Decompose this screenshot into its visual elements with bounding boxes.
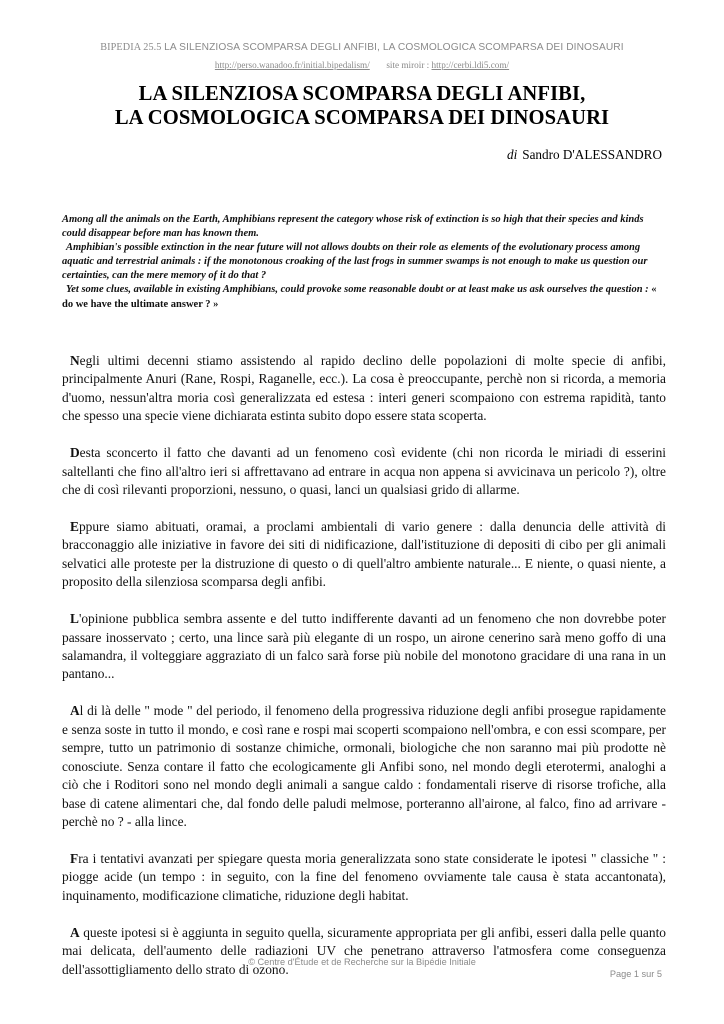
paragraph-text: egli ultimi decenni stiamo assistendo al rapido declino delle popolazioni di molte specie di anfibi, principalmente Anuri (Rane, Rospi, Raganelle, ecc.). La cosa è preoccupante, perchè non si ricorda, a memoria d'uomo, nessun'altra moria così generalizzata ed estesa : interi generi scompaiono con estrema rapidità, tanto che spesso una specie viene dichiarata estinta subito dopo essere stata scoperta. xyxy=(62,353,666,424)
mirror-label: site miroir : xyxy=(386,60,430,70)
body-paragraph xyxy=(62,352,666,426)
abstract-paragraph-3 xyxy=(62,283,666,311)
footer-copyright: © Centre d'Étude et de Recherche sur la Bipédie Initiale xyxy=(248,957,476,967)
body-paragraph xyxy=(62,518,666,592)
journal-issue: BIPEDIA 25.5 xyxy=(100,42,162,53)
initial-capital: L xyxy=(70,611,79,627)
initial-capital: E xyxy=(70,519,79,535)
mirror-link[interactable]: http://cerbi.ldi5.com/ xyxy=(431,60,510,70)
paragraph-text: ra i tentativi avanzati per spiegare questa moria generalizzata sono state considerate le ipotesi " classiche " : piogge acide (un tempo : in seguito, con la fine del fenomeno ovviamente tale causa è stata accantonata), inquinamento, modificazione climatiche, riduzione degli habitat. xyxy=(62,850,666,903)
site-link[interactable]: http://perso.wanadoo.fr/initial.bipedalism/ xyxy=(214,60,370,70)
paragraph-text: 'opinione pubblica sembra assente e del tutto indifferente davanti ad un fenomeno che non dovrebbe poter passare inosservato ; certo, una lince sarà più elegante di un rospo, un airone cenerino sarà meno goffo di una salamandra, il volteggiare aggraziato di un falco sarà forse più nobile del monotono gracidare di una rana in un pantano... xyxy=(62,611,666,682)
article-body xyxy=(62,352,666,998)
body-paragraph xyxy=(62,702,666,831)
abstract-paragraph-3-text: Yet some clues, available in existing Amphibians, could provoke some reasonable doubt or at least make us ask ourselves the question : xyxy=(66,284,649,296)
abstract-paragraph-2: Amphibian's possible extinction in the near future will not allows doubts on their role as elements of the evolutionary process among aquatic and terrestrial animals : if the monotonous croaking of the last frogs in summer swamps is not enough to make us question our certainties, can the mere memory of it do that ? xyxy=(62,242,648,282)
initial-capital: F xyxy=(70,850,79,866)
body-paragraph xyxy=(62,850,666,905)
paragraph-text: ppure siamo abituati, oramai, a proclami ambientali di vario genere : dalla denuncia delle attività di bracconaggio alle iniziative in favore dei siti di nidificazione, dall'istituzione di depositi di cibo per gli animali selvatici alle proteste per la distruzione di questo o di quell'altro ambiente naturale... E niente, o quasi niente, a proposito della silenziosa scomparsa degli anfibi. xyxy=(62,519,666,590)
body-paragraph xyxy=(62,924,666,979)
page-title xyxy=(0,82,724,130)
initial-capital: D xyxy=(70,445,80,461)
paragraph-text: l di là delle " mode " del periodo, il fenomeno della progressiva riduzione degli anfibi prosegue rapidamente e senza soste in tutto il mondo, e così rane e rospi mai scoperti scompaiono nell'ombra, e con essi scompare, per sempre, tutto un patrimonio di sostanze chimiche, ormonali, biologiche che non saranno mai più prodotte nè conosciute. Senza contare il fatto che ecologicamente gli Anfibi sono, nel mondo degli eterotermi, analoghi a ciò che i Roditori sono nel mondo degli animali a sangue caldo : fondamentali riserve di risorse trofiche, alla base di catene alimentari che, dal fondo delle paludi melmose, porteranno all'airone, al falco, fino ad arrivare - perchè no ? - alla lince. xyxy=(62,703,666,829)
body-paragraph xyxy=(62,610,666,684)
author-prefix: di xyxy=(506,147,518,162)
running-header xyxy=(0,42,724,53)
abstract xyxy=(62,213,666,312)
body-paragraph xyxy=(62,444,666,499)
abstract-paragraph-1: Among all the animals on the Earth, Amphibians represent the category whose risk of extinction is so high that their species and kinds could disappear before man has known them. xyxy=(62,214,644,240)
paragraph-text: esta sconcerto il fatto che davanti ad un fenomeno così evidente (chi non ricorda le miriadi di esserini saltellanti che fino all'altro ieri si affrettavano ad entrare in acqua non appena si avvicinava un pericolo ?), oltre che di così rilevanti proporzioni, nessuno, o quasi, lanci un qualsiasi grido di allarme. xyxy=(62,445,666,498)
author-name: Sandro D'ALESSANDRO xyxy=(522,147,662,162)
initial-capital: A xyxy=(70,924,80,940)
title-line-1: LA SILENZIOSA SCOMPARSA DEGLI ANFIBI, xyxy=(138,83,586,105)
paragraph-text: queste ipotesi si è aggiunta in seguito quella, sicuramente appropriata per gli anfibi, esseri dalla pelle quanto mai delicata, dell'aumento delle radiazioni UV che penetrano attraverso l'atmosfera come conseguenza dell'assottigliamento dello strato di ozono. xyxy=(62,924,666,977)
page-number: Page 1 sur 5 xyxy=(609,969,662,979)
initial-capital: N xyxy=(70,353,80,368)
author-line xyxy=(507,147,662,163)
running-title: LA SILENZIOSA SCOMPARSA DEGLI ANFIBI, LA COSMOLOGICA SCOMPARSA DEI DINOSAURI xyxy=(164,42,624,53)
title-line-2: LA COSMOLOGICA SCOMPARSA DEI DINOSAURI xyxy=(114,107,610,129)
initial-capital: A xyxy=(70,703,80,719)
abstract-question: « do we have the ultimate answer ? » xyxy=(62,284,657,310)
header-links xyxy=(0,60,724,70)
